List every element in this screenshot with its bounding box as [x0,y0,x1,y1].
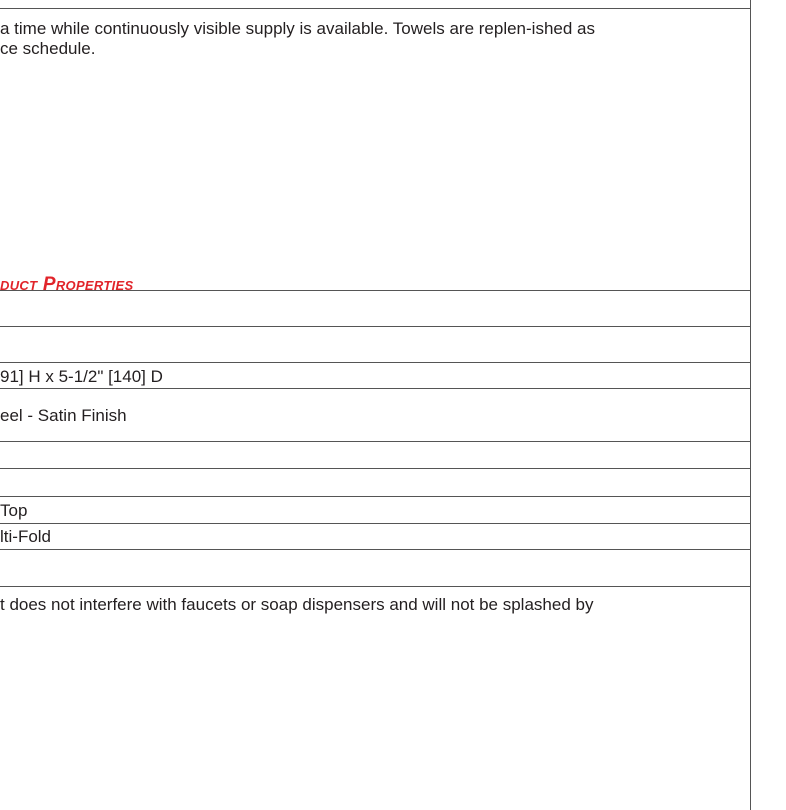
property-towel-type: lti-Fold [0,527,52,546]
row-rule [0,586,750,587]
row-rule [0,468,750,469]
description-line-2: ce schedule. [0,39,96,58]
row-rule [0,496,750,497]
property-access: Top [0,501,28,520]
installation-line-1: t does not interfere with faucets or soap dispensers and will not be splashed by [0,595,594,614]
row-rule [0,549,750,550]
description-line-1: a time while continuously visible supply is available. Towels are replen-ished as [0,19,595,38]
row-rule [0,441,750,442]
top-rule [0,8,750,9]
row-rule [0,362,750,363]
row-rule [0,523,750,524]
property-dimensions: 91] H x 5-1/2" [140] D [0,367,163,386]
section-heading: duct Properties [0,274,134,295]
row-rule [0,388,750,389]
heading-bottom-rule [0,326,750,327]
property-material: eel - Satin Finish [0,406,127,425]
